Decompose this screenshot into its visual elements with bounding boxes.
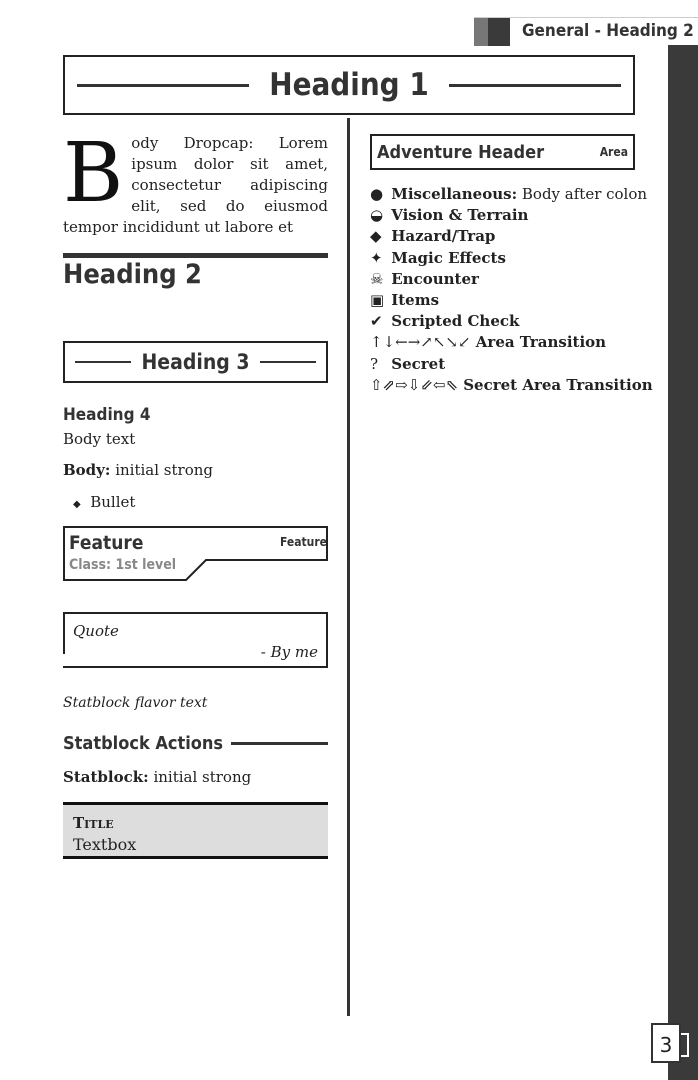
- sparkle-icon: ✦: [370, 248, 383, 267]
- bullet-icon: ◆: [73, 499, 81, 510]
- bullet-text: Bullet: [90, 493, 136, 511]
- body-strong: [63, 460, 213, 481]
- legend-item: [370, 290, 653, 311]
- dropcap-paragraph: [63, 126, 328, 238]
- running-header: [474, 17, 698, 45]
- outline-arrows-icon: ⇧⇗⇨⇩⇙⇦⇖: [370, 375, 458, 394]
- statblock-actions-title: Statblock Actions: [63, 733, 224, 754]
- bullet-item: [73, 492, 135, 515]
- legend-rest: Body after colon: [517, 185, 648, 203]
- heading-4: Heading 4: [63, 405, 151, 425]
- legend-item: [370, 311, 653, 332]
- skull-icon: ☠: [370, 269, 384, 288]
- half-circle-icon: ◒: [370, 206, 384, 225]
- quote-attribution: - By me: [260, 643, 318, 661]
- heading-1-box: [63, 55, 635, 115]
- legend-item: [370, 332, 653, 353]
- adventure-header-tag: Area: [599, 145, 628, 159]
- question-icon: ?: [370, 354, 379, 373]
- legend-label: Scripted Check: [391, 312, 520, 331]
- legend-label: Encounter: [391, 269, 479, 288]
- heading-3: Heading 3: [141, 350, 250, 374]
- box-icon: ▣: [370, 291, 385, 310]
- statblock-flavor: Statblock flavor text: [63, 695, 208, 711]
- legend-label: Area Transition: [475, 333, 607, 352]
- feature-tag: Feature: [280, 535, 327, 549]
- legend-item: [370, 184, 653, 205]
- heading-2: Heading 2: [63, 259, 202, 290]
- statblock-strong: [63, 767, 251, 788]
- strong-label: Body:: [63, 461, 111, 479]
- adventure-header-box: [370, 134, 635, 170]
- arrows-icon: ↑↓←→↗↖↘↙: [370, 333, 471, 352]
- strong-rest: initial strong: [110, 461, 213, 479]
- textbox-title: Title: [73, 814, 114, 832]
- feature-title: Feature: [69, 532, 144, 554]
- legend-item: [370, 354, 653, 375]
- quote-text: Quote: [73, 622, 119, 640]
- legend-label: Magic Effects: [391, 248, 506, 267]
- page-number-handle: [681, 1033, 689, 1057]
- textbox-body: Textbox: [73, 835, 137, 854]
- legend-label: Secret: [391, 354, 446, 373]
- legend-item: [370, 248, 653, 269]
- dropcap-letter: B: [63, 126, 124, 221]
- quote-box: [63, 612, 328, 668]
- legend-item: [370, 205, 653, 226]
- adventure-header-title: Adventure Header: [377, 141, 545, 163]
- running-header-text: General - Heading 2: [522, 21, 694, 41]
- legend-label: Secret Area Transition: [463, 375, 653, 394]
- feature-subtitle: Class: 1st level: [69, 557, 177, 573]
- strong-rest: initial strong: [148, 768, 252, 786]
- diamond-icon: ◆: [370, 227, 382, 246]
- strong-label: Statblock:: [63, 768, 149, 786]
- body-text: Body text: [63, 430, 136, 448]
- legend-label: Hazard/Trap: [391, 227, 496, 246]
- textbox: [63, 802, 328, 859]
- legend-list: [370, 184, 653, 396]
- column-divider: [347, 118, 350, 1016]
- heading-1: Heading 1: [269, 67, 429, 103]
- circle-icon: ●: [370, 185, 384, 203]
- statblock-actions-header: [63, 733, 328, 754]
- legend-item: [370, 375, 653, 396]
- legend-item: [370, 226, 653, 247]
- page-number: 3: [651, 1023, 681, 1063]
- legend-label: Items: [391, 291, 440, 310]
- page-side-band: [668, 45, 698, 1080]
- legend-label: Miscellaneous:: [391, 185, 518, 203]
- check-icon: ✔: [370, 312, 383, 331]
- legend-item: [370, 269, 653, 290]
- dropcap-text: ody Dropcap: Lorem ipsum dolor sit amet, consectetur adipiscing elit, sed do eiusmod tempor incididunt ut labore et: [63, 134, 328, 236]
- heading-3-box: [63, 341, 328, 383]
- legend-label: Vision & Terrain: [391, 206, 529, 225]
- heading-2-rule: [63, 253, 328, 258]
